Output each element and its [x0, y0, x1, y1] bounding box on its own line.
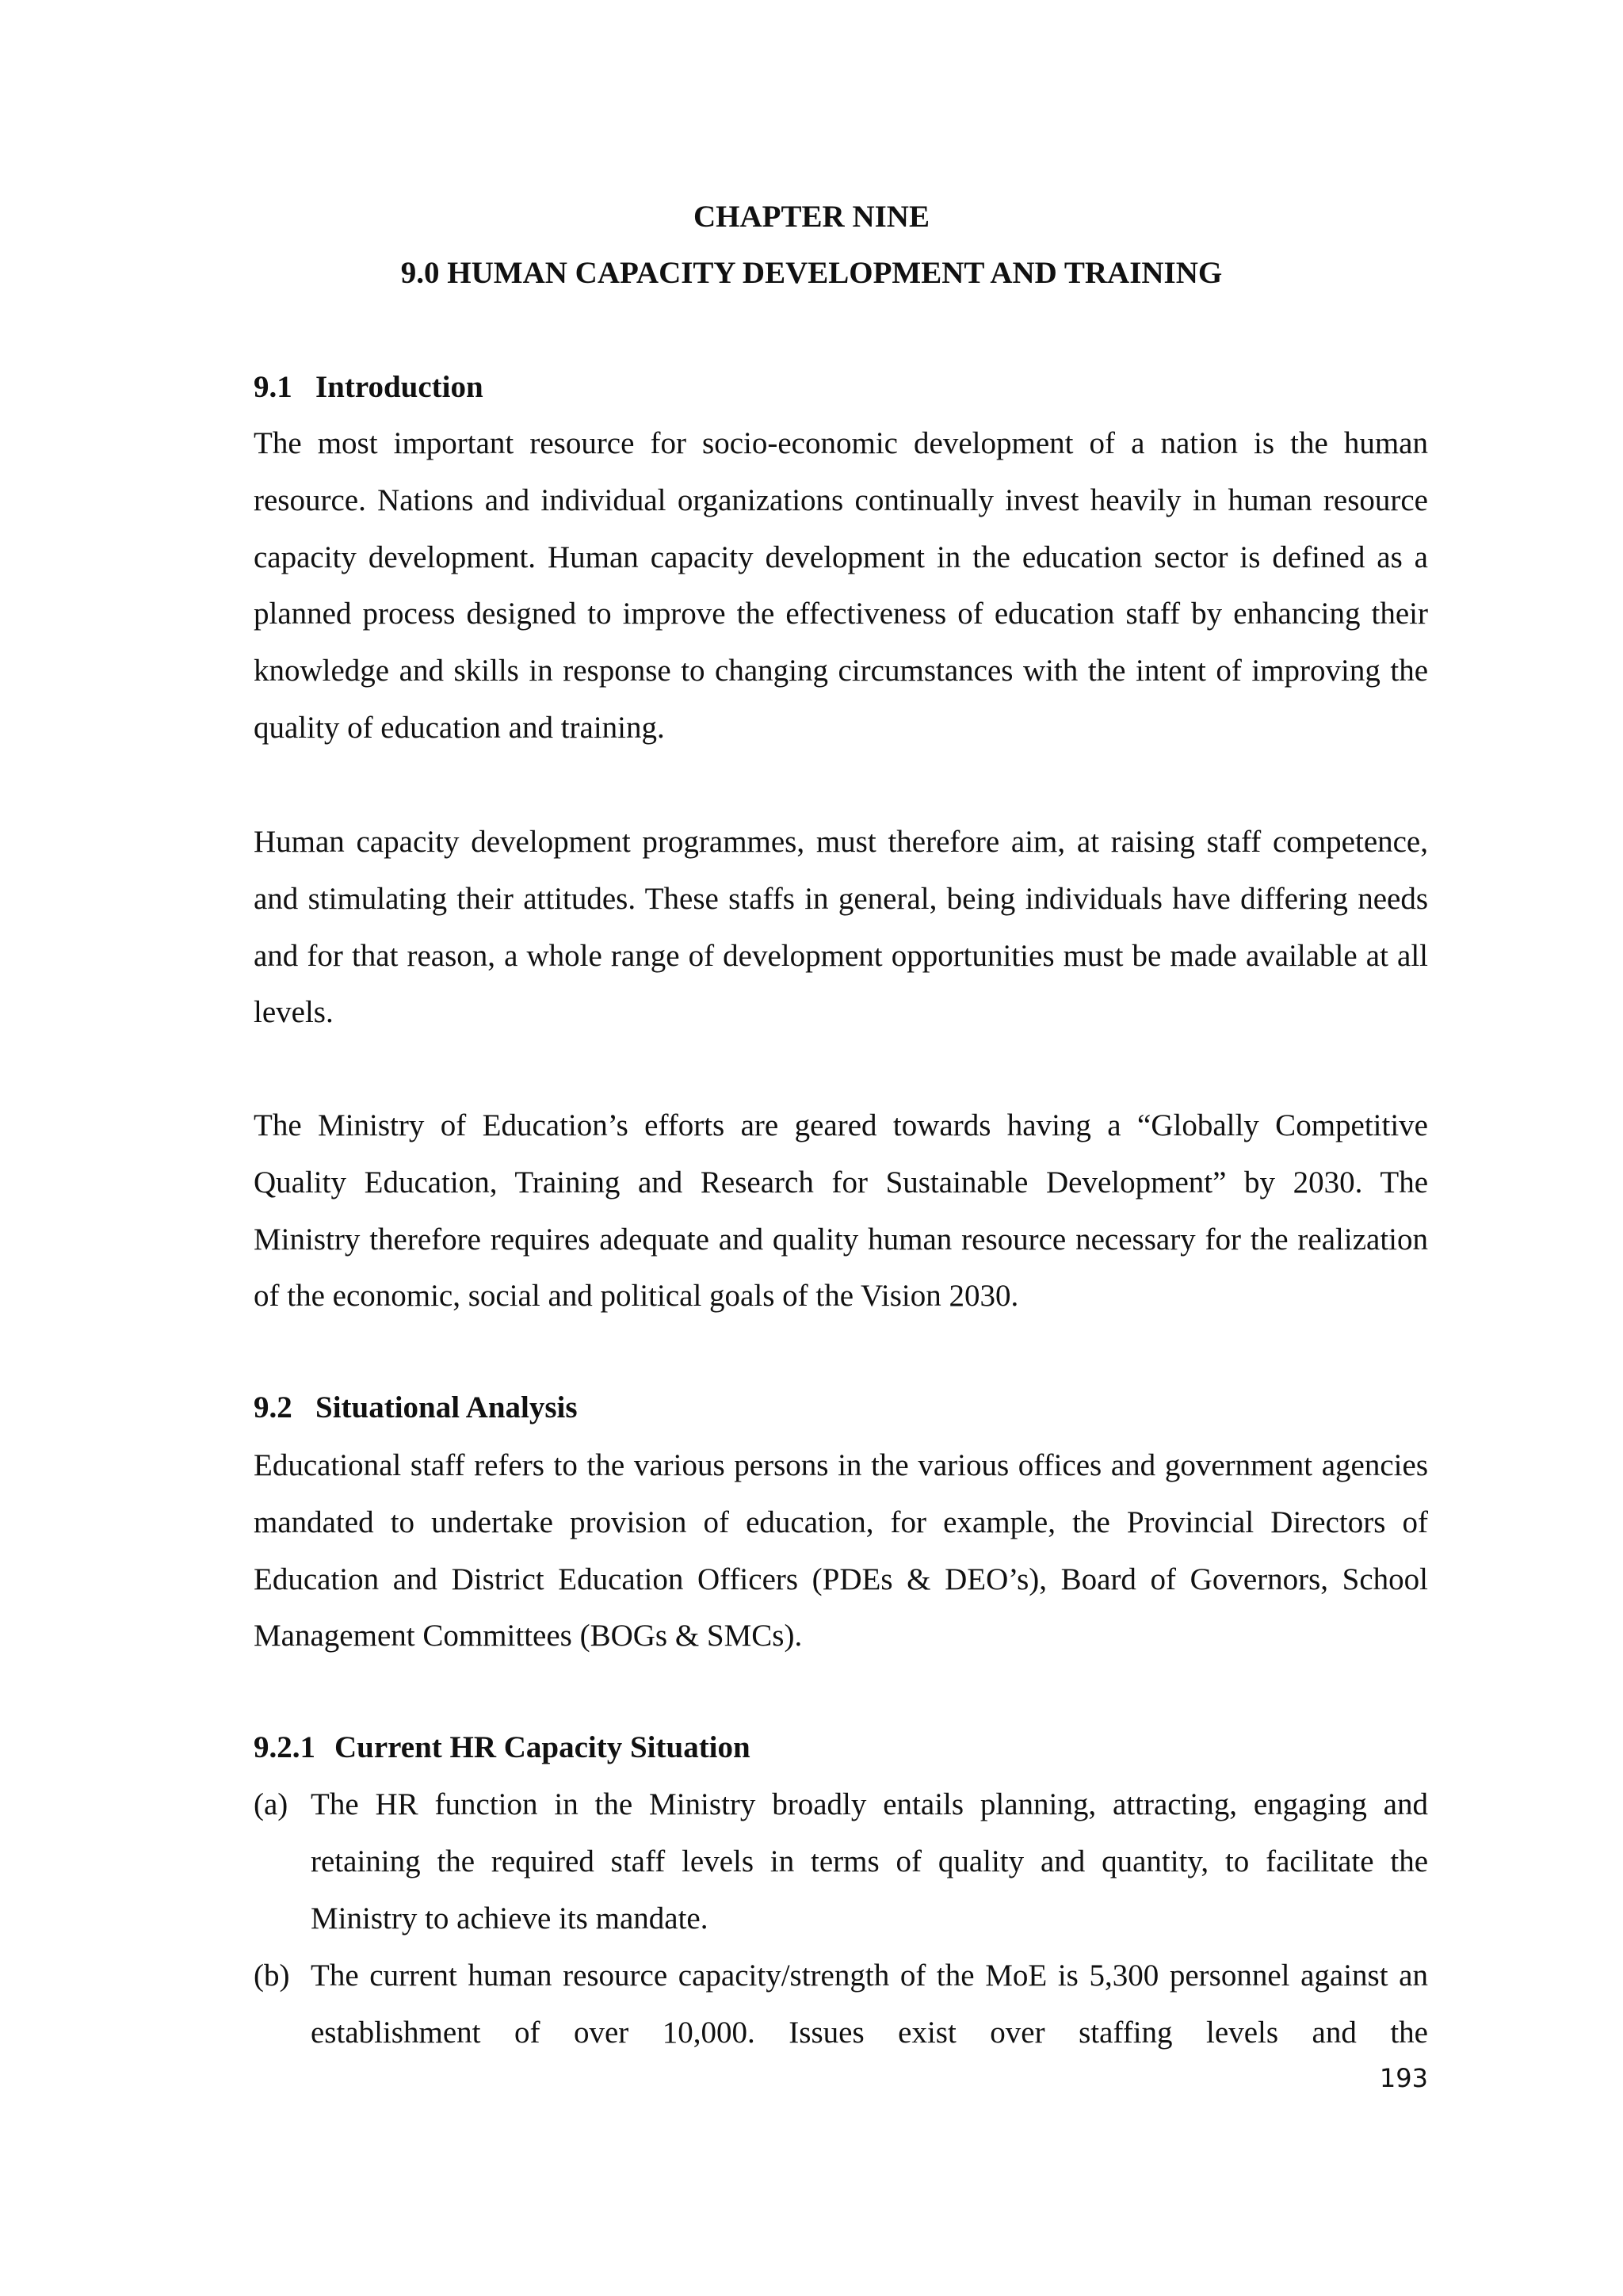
section-number: 9.2: [254, 1390, 292, 1425]
section-title: Situational Analysis: [315, 1390, 578, 1425]
page-number: 193: [1379, 2063, 1428, 2093]
list-marker: (b): [254, 1958, 290, 1993]
section-title: Current HR Capacity Situation: [334, 1730, 750, 1764]
section-heading-current-hr: [254, 1729, 750, 1767]
chapter-title: CHAPTER NINE: [693, 200, 930, 234]
list-marker: (a): [254, 1787, 288, 1821]
intro-paragraph-1: The most important resource for socio-economic development of a nation is the human resource. Nations and individual organizations continually invest heavily in human resource capacity development. Human capacity development in the education sector is defined as a planned process designed to improve the effectiveness of education staff by enhancing their knowledge and skills in response to changing circumstances with the intent of improving the quality of education and training.: [254, 426, 1428, 745]
list-item-text: The current human resource capacity/strength of the MoE is 5,300 personnel against an establishment of over 10,000. Issues exist over staffing levels and the: [311, 1958, 1428, 2050]
situational-analysis-paragraph: Educational staff refers to the various persons in the various offices and government agencies mandated to undertake provision of education, for example, the Provincial Directors of Education and District Education Officers (PDEs & DEO’s), Board of Governors, School Management Committees (BOGs & SMCs).: [254, 1448, 1428, 1653]
section-heading-introduction: [254, 368, 483, 406]
section-number: 9.1: [254, 370, 292, 404]
section-number: 9.2.1: [254, 1730, 315, 1764]
list-item: [254, 1776, 1428, 1947]
intro-paragraph-2: Human capacity development programmes, must therefore aim, at raising staff competence, and stimulating their attitudes. These staffs in general, being individuals have differing needs and for that reason, a whole range of development opportunities must be made available at all levels.: [254, 825, 1428, 1030]
chapter-subtitle: 9.0 HUMAN CAPACITY DEVELOPMENT AND TRAINING: [400, 256, 1223, 290]
section-heading-situational-analysis: [254, 1389, 578, 1427]
intro-paragraph-3: The Ministry of Education’s efforts are geared towards having a “Globally Competitive Quality Education, Training and Research for Sustainable Development” by 2030. The Ministry therefore requires adequate and quality human resource necessary for the realization of the economic, social and political goals of the Vision 2030.: [254, 1108, 1428, 1314]
list-item-text: The HR function in the Ministry broadly entails planning, attracting, engaging and retaining the required staff levels in terms of quality and quantity, to facilitate the Ministry to achieve its mandate.: [311, 1787, 1428, 1936]
section-title: Introduction: [315, 370, 483, 404]
list-item: [254, 1947, 1428, 2061]
